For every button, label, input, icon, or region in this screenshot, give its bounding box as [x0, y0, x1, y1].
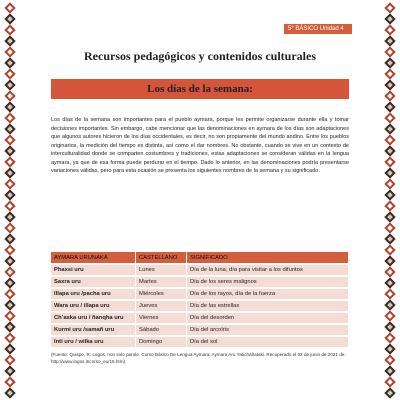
cell-aymara: Wara uru / illapa uru: [51, 301, 136, 311]
border-motif: [384, 24, 395, 35]
border-motif: [4, 112, 15, 123]
table-row: [51, 277, 349, 287]
border-motif: [384, 134, 395, 145]
border-motif: [4, 90, 15, 101]
table-row: [51, 325, 349, 335]
border-motif: [384, 343, 395, 354]
cell-significado: Día del arcoíris: [187, 325, 349, 335]
border-motif: [384, 244, 395, 255]
cell-castellano: Miércoles: [136, 289, 187, 299]
cell-aymara: Saxra uru: [51, 277, 136, 287]
table-row: [51, 301, 349, 311]
header-castellano: CASTELLANO: [136, 252, 187, 263]
cell-significado: Día de los seres malignos: [187, 277, 349, 287]
cell-castellano: Sábado: [136, 325, 187, 335]
border-motif: [384, 222, 395, 233]
border-motif: [384, 35, 395, 46]
cell-significado: Día de las estrellas: [187, 301, 349, 311]
border-motif: [384, 112, 395, 123]
border-motif: [4, 332, 15, 343]
border-motif: [4, 2, 15, 13]
border-motif: [4, 101, 15, 112]
border-motif: [384, 2, 395, 13]
border-motif: [4, 365, 15, 376]
cell-aymara: Kurmi uru /samañ uru: [51, 325, 136, 335]
source-citation: (Fuente: Quispe, R. Logos, non solo parole. Curso Básico De Lengua Aymara: Aymara Aru Yatichäñataki. Recuperado el 02 de junio de 2021 de: http://www.logos.it/corso_eu/15.htm).: [51, 352, 346, 364]
border-motif: [384, 354, 395, 365]
border-motif: [384, 332, 395, 343]
header-aymara: AYMARA URUNAKA: [51, 252, 136, 263]
border-motif: [384, 90, 395, 101]
cell-significado: Día de los rayos, día de la fuerza: [187, 289, 349, 299]
border-motif: [384, 376, 395, 387]
cell-significado: Día de la luna, día para visitar a los difuntos: [187, 265, 349, 275]
border-motif: [4, 277, 15, 288]
border-motif: [4, 233, 15, 244]
border-motif: [4, 299, 15, 310]
table-row: [51, 265, 349, 275]
border-motif: [384, 68, 395, 79]
border-motif: [4, 134, 15, 145]
cell-castellano: Domingo: [136, 337, 187, 347]
border-motif: [384, 365, 395, 376]
border-motif: [384, 299, 395, 310]
border-motif: [384, 233, 395, 244]
cell-aymara: Ch’aska uru / ñanqha uru: [51, 313, 136, 323]
border-motif: [4, 288, 15, 299]
border-motif: [4, 343, 15, 354]
border-motif: [4, 222, 15, 233]
border-motif: [384, 13, 395, 24]
border-motif: [384, 200, 395, 211]
border-motif: [4, 266, 15, 277]
border-motif: [384, 178, 395, 189]
border-motif: [4, 145, 15, 156]
border-motif: [4, 244, 15, 255]
border-motif: [384, 288, 395, 299]
border-motif: [384, 277, 395, 288]
border-motif: [4, 123, 15, 134]
cell-aymara: Inti uru / wilka uru: [51, 337, 136, 347]
border-motif: [4, 35, 15, 46]
cell-significado: Día del desorden: [187, 313, 349, 323]
table-row: [51, 337, 349, 347]
cell-significado: Día del sol: [187, 337, 349, 347]
border-motif: [4, 24, 15, 35]
cell-castellano: Viernes: [136, 313, 187, 323]
border-motif: [4, 13, 15, 24]
border-motif: [384, 310, 395, 321]
page-title: Recursos pedagógicos y contenidos culturales: [84, 49, 316, 63]
table-row: [51, 289, 349, 299]
cell-castellano: Lunes: [136, 265, 187, 275]
cell-castellano: Jueves: [136, 301, 187, 311]
border-motif: [384, 211, 395, 222]
border-motif: [4, 189, 15, 200]
border-motif: [384, 101, 395, 112]
border-motif: [4, 310, 15, 321]
days-table: [51, 250, 349, 349]
cell-aymara: Illapa uru /pacha uru: [51, 289, 136, 299]
border-motif: [384, 123, 395, 134]
border-motif: [384, 387, 395, 398]
border-motif: [4, 211, 15, 222]
border-motif: [384, 321, 395, 332]
border-motif: [4, 321, 15, 332]
border-motif: [4, 178, 15, 189]
border-motif: [384, 167, 395, 178]
table-header-row: [51, 252, 349, 263]
section-title-banner: Los días de la semana:: [51, 79, 349, 99]
border-motif: [4, 200, 15, 211]
border-motif: [384, 156, 395, 167]
border-motif: [4, 376, 15, 387]
border-motif: [4, 156, 15, 167]
border-motif: [4, 167, 15, 178]
header-significado: SIGNIFICADO: [187, 252, 349, 263]
intro-paragraph: Los días de la semana son importantes para el pueblo aymara, porque les permite organizarse durante ella y tomar decisiones importantes. Sin embargo, cabe mencionar que las denominaciones en aymara de los días son adaptaciones que algunos autores hicieron de los días occidentales, es decir, no son propiamente del mundo andino. Entre los pueblos originarios, la medición del tiempo es distinta, así como el dar nombres. No obstante, cuando se vive en un contexto de interculturalidad donde se comparten costumbres y tradiciones, estas adaptaciones se consideran válidas en la lengua aymara, ya que de esa forma puede perdurar en el tiempo. Dado lo anterior, en las denominaciones podría presentarse variaciones válidas, pero para esta ocasión se presenta los siguientes nombres de la semana y su significado.: [51, 117, 349, 175]
grade-unit-tag: 5° BÁSICO Unidad 4: [284, 24, 352, 34]
border-motif: [384, 266, 395, 277]
border-motif: [384, 189, 395, 200]
border-motif: [4, 79, 15, 90]
border-motif: [4, 255, 15, 266]
cell-castellano: Martes: [136, 277, 187, 287]
border-motif: [384, 255, 395, 266]
cell-aymara: Phaxsi uru: [51, 265, 136, 275]
border-motif: [384, 145, 395, 156]
border-motif: [4, 387, 15, 398]
border-motif: [384, 79, 395, 90]
table-row: [51, 313, 349, 323]
border-motif: [4, 354, 15, 365]
border-motif: [4, 68, 15, 79]
